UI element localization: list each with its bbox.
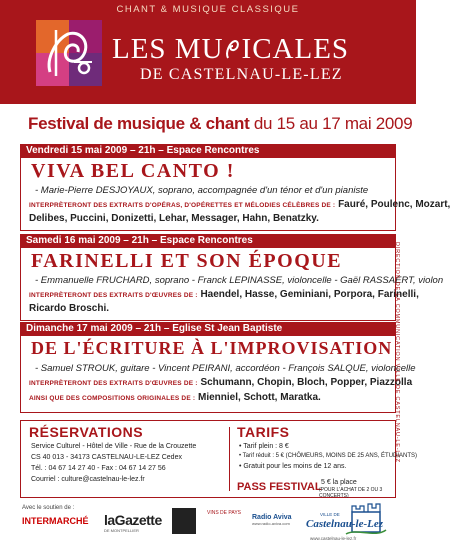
event-2-date: Samedi 16 mai 2009 – 21h – Espace Rencontres [20,234,396,247]
event-2-program-line-1 [29,289,419,300]
side-credit: DIRECTION DE LA COMMUNICATION VILLE DE CASTELNAU-LE-LEZ [394,242,400,463]
tarifs-line: • Gratuit pour les moins de 12 ans. [239,463,347,470]
crous-logo [172,508,196,534]
event-1-composers-1: Fauré, Poulenc, Mozart, [338,199,450,210]
event-3-card [20,335,416,413]
header-banner [0,0,416,104]
tarifs-line: • Tarif plein : 8 € [239,443,289,450]
pass-festival-price: 5 € la place [321,479,357,486]
event-3-program-line-1 [29,377,412,388]
radio-aviva-url: www.radio-aviva.com [252,521,290,526]
radio-aviva-logo [252,514,294,536]
event-3-program-label-2: AINSI QUE DES COMPOSITIONS ORIGINALES DE : [29,395,196,402]
brand-subtitle: DE CASTELNAU-LE-LEZ [140,66,343,83]
event-2-card [20,247,444,321]
vins-de-pays-logo: VINS DE PAYS [207,510,241,516]
event-3-composers-2: Mienniel, Schott, Maratka. [198,392,321,403]
brand-title-post: ICALES [241,33,350,65]
gazette-logo-subtitle: DE MONTPELLIER [104,528,139,533]
pass-festival-label: PASS FESTIVAL [237,481,322,493]
reservations-title: RÉSERVATIONS [29,424,144,440]
event-1-date: Vendredi 15 mai 2009 – 21h – Espace Rencontres [20,144,396,157]
event-3-date: Dimanche 17 mai 2009 – 21h – Eglise St Jean Baptiste [20,322,396,335]
event-3-program-line-2 [29,392,321,403]
event-2-program-label: INTERPRÈTERONT DES EXTRAITS D'ŒUVRES DE : [29,292,198,299]
reservations-line: CS 40 013 - 34173 CASTELNAU-LE-LEZ Cedex [31,454,182,461]
info-box [20,420,418,499]
festival-title-bold: Festival de musique & chant [28,114,250,133]
intermarche-logo: INTERMARCHÉ [22,516,89,526]
event-1-performers: - Marie-Pierre DESJOYAUX, soprano, accompagnée d'un ténor et d'un pianiste [35,185,369,196]
event-1-card [20,157,450,231]
event-3-performers: - Samuel STROUK, guitare - Vincent PEIRANI, accordéon - François SALQUE, violoncelle [35,363,416,374]
reservations-email-link[interactable]: Courriel : culture@castelnau-le-lez.fr [31,476,145,483]
festival-title-bar [0,104,416,144]
ville-name: Castelnau-le-Lez [306,518,383,530]
event-2-title: FARINELLI ET SON ÉPOQUE [31,250,343,272]
brand-clef-glyph [224,34,242,64]
reservations-line: Tél. : 04 67 14 27 40 - Fax : 04 67 14 27 56 [31,465,166,472]
brand-title-pre: LES MU [112,33,224,65]
tarifs-line: • Tarif réduit : 5 € (CHÔMEURS, MOINS DE 25 ANS, ÉTUDIANTS) [239,453,418,459]
ville-castelnau-logo [296,500,396,546]
event-1-program-label: INTERPRÈTERONT DES EXTRAITS D'OPÉRAS, D'OPÉRETTES ET MÉLODIES CÉLÈBRES DE : [29,202,336,209]
info-divider [229,427,230,491]
festival-dates: du 15 au 17 mai 2009 [249,114,413,133]
event-2-composers-1: Haendel, Hasse, Geminiani, Porpora, Farinelli, [200,289,419,300]
header-tagline: CHANT & MUSIQUE CLASSIQUE [116,4,300,15]
event-3-program-label: INTERPRÈTERONT DES EXTRAITS D'ŒUVRES DE : [29,380,198,387]
festival-title [28,114,412,134]
event-3-composers-1: Schumann, Chopin, Bloch, Popper, Piazzolla [200,377,413,388]
event-2-program-line-2 [29,303,109,314]
ville-label: VILLE DE [320,512,340,517]
event-1-program-line-1 [29,199,450,210]
radio-aviva-name: Radio Aviva [252,514,292,521]
ville-url-link[interactable]: www.castelnau-le-lez.fr [310,536,357,541]
event-1-title: VIVA BEL CANTO ! [31,160,235,182]
tarifs-title: TARIFS [237,424,290,440]
sponsors-label: Avec le soutien de : [22,505,75,511]
event-1-program-line-2 [29,213,319,224]
event-2-composers-2: Ricardo Broschi. [29,303,110,314]
gazette-logo: laGazette [104,512,162,528]
event-2-performers: - Emmanuelle FRUCHARD, soprano - Franck LEPINASSE, violoncelle - Gaël RASSAERT, violon [35,275,444,286]
reservations-line: Service Culturel - Hôtel de Ville - Rue de la Crouzette [31,443,197,450]
pass-festival-note: (POUR L'ACHAT DE 2 OU 3 CONCERTS) [319,487,383,499]
brand-title [112,34,402,64]
event-3-title: DE L'ÉCRITURE À L'IMPROVISATION [31,338,393,358]
event-1-composers-2: Delibes, Puccini, Donizetti, Lehar, Messager, Hahn, Benatzky. [29,213,319,224]
musical-clef-logo-icon [36,20,102,86]
